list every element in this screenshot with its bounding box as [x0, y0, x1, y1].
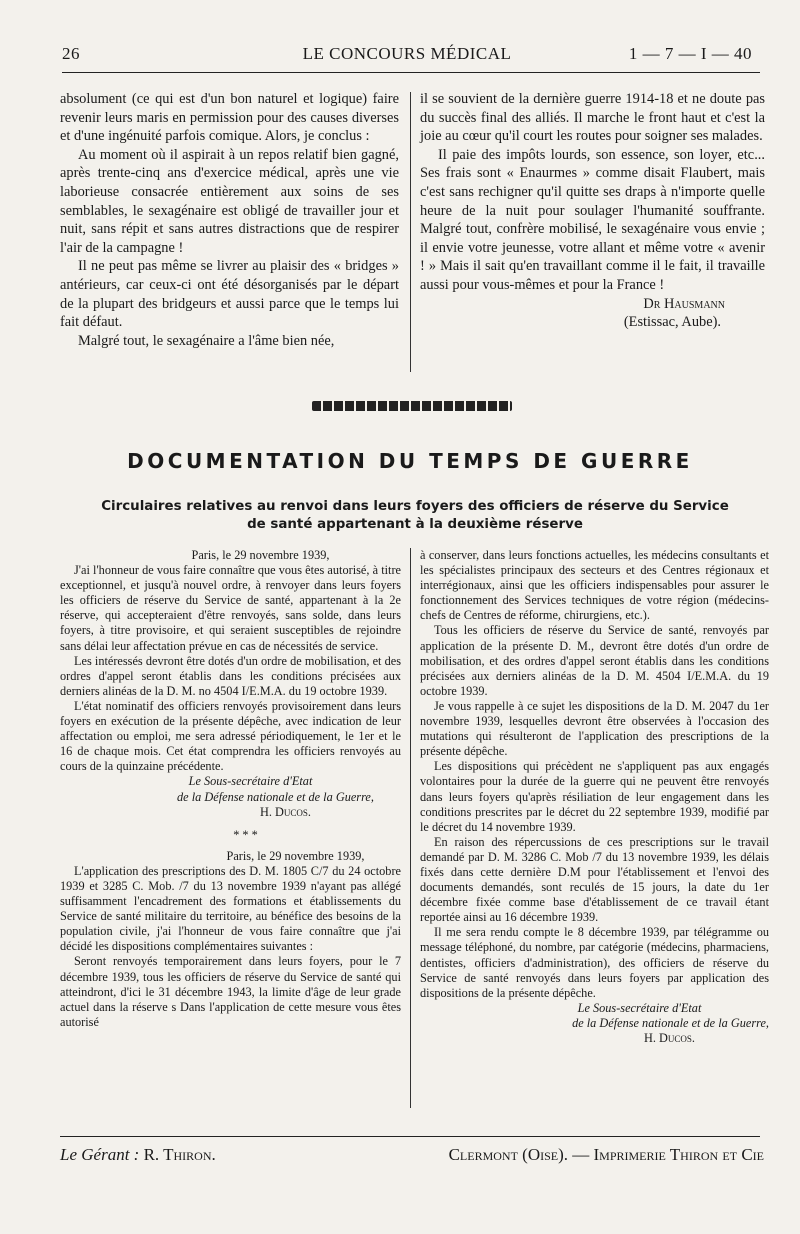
column-divider — [410, 548, 411, 1108]
dateline: Paris, le 29 novembre 1939, — [191, 548, 330, 562]
signature-name: H. Ducos. — [644, 1031, 695, 1045]
signature-title: Le Sous-secrétaire d'Etat — [188, 774, 313, 789]
header-rule — [62, 72, 760, 73]
paragraph: à conserver, dans leurs fonctions actuelles, les médecins consultants et les spécialistes principaux des secteurs et des Centres régionaux et interrégionaux, ainsi que les officiers indispensables pour assurer le fonctionnement des Services techniques de votre région (médecins-chefs de Centres de réforme, chirurgiens, etc.). — [420, 548, 769, 623]
footer-rule — [60, 1136, 760, 1137]
signature-name: Dr Hausmann — [643, 295, 725, 312]
signature-title: de la Défense nationale et de la Guerre, — [572, 1015, 769, 1030]
paragraph: Malgré tout, le sexagénaire a l'âme bien née, — [78, 332, 335, 349]
dateline: Paris, le 29 novembre 1939, — [226, 848, 365, 863]
issue-date: 1 — 7 — I — 40 — [628, 44, 752, 63]
paragraph: Je vous rappelle à ce sujet les dispositions de la D. M. 2047 du 1er novembre 1939, lesquelles devront être observées à l'occasion des mutations qui résulteront de l'application des prescriptions de la présente dépêche. — [420, 698, 769, 759]
section-ornament — [312, 401, 512, 411]
paragraph: absolument (ce qui est d'un bon naturel et logique) faire revenir leurs maris en permission pour des causes diverses et d'une ingénuité parfois comique. Alors, je conclus : — [60, 91, 399, 145]
circulars-right-column — [420, 548, 769, 1046]
section-subtitle: Circulaires relatives au renvoi dans leurs foyers des officiers de réserve du Service de santé appartenant à la deuxième réserve — [101, 499, 729, 532]
circulars-left-column — [60, 548, 401, 1030]
paragraph: Tous les officiers de réserve du Service de santé, renvoyés par application de la présente D. M., devront être dotés d'un ordre de mobilisation, et des ordres d'appel seront établis dans les conditions précisées aux derniers alinéas de la D. M. 4504 I/E.M.A. du 19 octobre 1939. — [420, 623, 769, 698]
gerant: Le Gérant : R. Thiron. — [60, 1145, 216, 1164]
signature-place: (Estissac, Aube). — [623, 314, 721, 331]
paragraph: L'application des prescriptions des D. M. 1805 C/7 du 24 octobre 1939 et 3285 C. Mob. /7 du 13 novembre 1939 n'ayant pas allégé suffisamment l'encadrement des formations et établissements du Service de santé militaire du territoire, au bénéfice des besoins de la population civile, j'ai l'honneur de vous faire connaître que j'ai décidé les dispositions complémentaires suivantes : — [60, 863, 401, 954]
paragraph: Seront renvoyés temporairement dans leurs foyers, pour le 7 décembre 1939, tous les officiers de réserve du Service de santé qui atteindront, d'ici le 31 décembre 1943, la limite d'âge de leur grade actuel dans la réserve s Dans l'application de cette mesure vous êtes autorisé — [60, 954, 401, 1029]
journal-title: LE CONCOURS MÉDICAL — [302, 44, 512, 63]
paragraph: L'état nominatif des officiers renvoyés provisoirement dans leurs foyers en exécution de la présente dépêche, avec indication de leur affectation ou emploi, me sera adressé périodiquement, le 1er et le 16 de chaque mois. Cet état comprendra les officiers renvoyés au cours de la quinzaine précédente. — [60, 698, 401, 774]
signature-title: de la Défense nationale et de la Guerre, — [177, 789, 374, 804]
paragraph: Il me sera rendu compte le 8 décembre 1939, par télégramme ou message téléphoné, du nombre, par catégorie (médecins, pharmaciens, dentistes, officiers d'administration), des officiers de réserve du Service de santé renvoyés dans leurs foyers par application des dispositions de la présente dépêche. — [420, 925, 769, 1000]
page-footer — [60, 1145, 764, 1169]
paragraph: En raison des répercussions de ces prescriptions sur le travail demandé par D. M. 3286 C. Mob /7 du 13 novembre 1939, les délais fixés dans cette dernière D.M pour l'établissement et l'envoi des documents demandés, sont reculés de 15 jours, la date du 1er décembre fixée comme base d'établissement de ce travail étant reportée ainsi au 16 décembre 1939. — [420, 834, 769, 925]
column-divider — [410, 92, 411, 372]
page-number: 26 — [62, 44, 80, 63]
signature-title: Le Sous-secrétaire d'Etat — [577, 1000, 702, 1015]
paragraph: Il ne peut pas même se livrer au plaisir des « bridges » antérieurs, car ceux-ci ont été désorganisés par le départ de la plupart des bridgeurs et aussi parce que le temps lui fait défaut. — [60, 258, 399, 331]
paragraph: Il paie des impôts lourds, son essence, son loyer, etc... Ses frais sont « Enaurmes » comme disait Flaubert, mais c'est sans rechigner qu'il quitte ses draps à n'importe quelle heure de la nuit pour soulager l'humanité souffrante. Malgré tout, confrère mobilisé, le sexagénaire vous envie ; il envie votre jeunesse, votre allant et même votre « avenir ! » Mais il sait qu'en travaillant comme il le fait, il travaille aussi pour vous-mêmes et pour la France ! — [420, 146, 765, 293]
asterism: * * * — [233, 827, 258, 842]
top-left-column — [60, 90, 399, 350]
paragraph: Au moment où il aspirait à un repos relatif bien gagné, après trente-cinq ans d'exercice médical, après une vie laborieuse consacrée entièrement aux soins de ses semblables, le sexagénaire est obligé de travailler jour et nuit, sans répit et sans autres distractions que de respirer l'air de la campagne ! — [60, 146, 399, 256]
paragraph: J'ai l'honneur de vous faire connaître que vous êtes autorisé, à titre exceptionnel, et jusqu'à nouvel ordre, à renvoyer dans leurs foyers les officiers de réserve du Service de santé, appartenant à la 2e réserve, qui accepteraient d'être renvoyés, sans solde, dans leurs foyers, à titre provisoire, et qui seraient susceptibles de rejoindre sans délai leur affectation prévue en cas de nécessités de service. — [60, 563, 401, 653]
section-title: DOCUMENTATION DU TEMPS DE GUERRE — [127, 449, 693, 473]
paragraph: Les intéressés devront être dotés d'un ordre de mobilisation, et des ordres d'appel seront établis dans les conditions précisées aux derniers alinéas de la D. M. no 4504 I/E.M.A. du 19 octobre 1939. — [60, 653, 401, 698]
paragraph: il se souvient de la dernière guerre 1914-18 et ne doute pas du succès final des alliés. Il marche le front haut et c'est la joie au cœur qu'il court les routes pour soigner ses malades. — [420, 91, 765, 145]
printer-line: Clermont (Oise). — Imprimerie Thiron et Cie — [448, 1145, 764, 1164]
top-right-column — [420, 90, 765, 332]
signature-name: H. Ducos. — [260, 804, 311, 819]
paragraph: Les dispositions qui précèdent ne s'appliquent pas aux engagés volontaires pour la durée de la guerre qui ne peuvent être renvoyés dans leurs foyers qu'après résiliation de leur engagement dans les conditions prescrites par le décret du 22 septembre 1939, modifié par le décret du 14 novembre 1939. — [420, 759, 769, 834]
